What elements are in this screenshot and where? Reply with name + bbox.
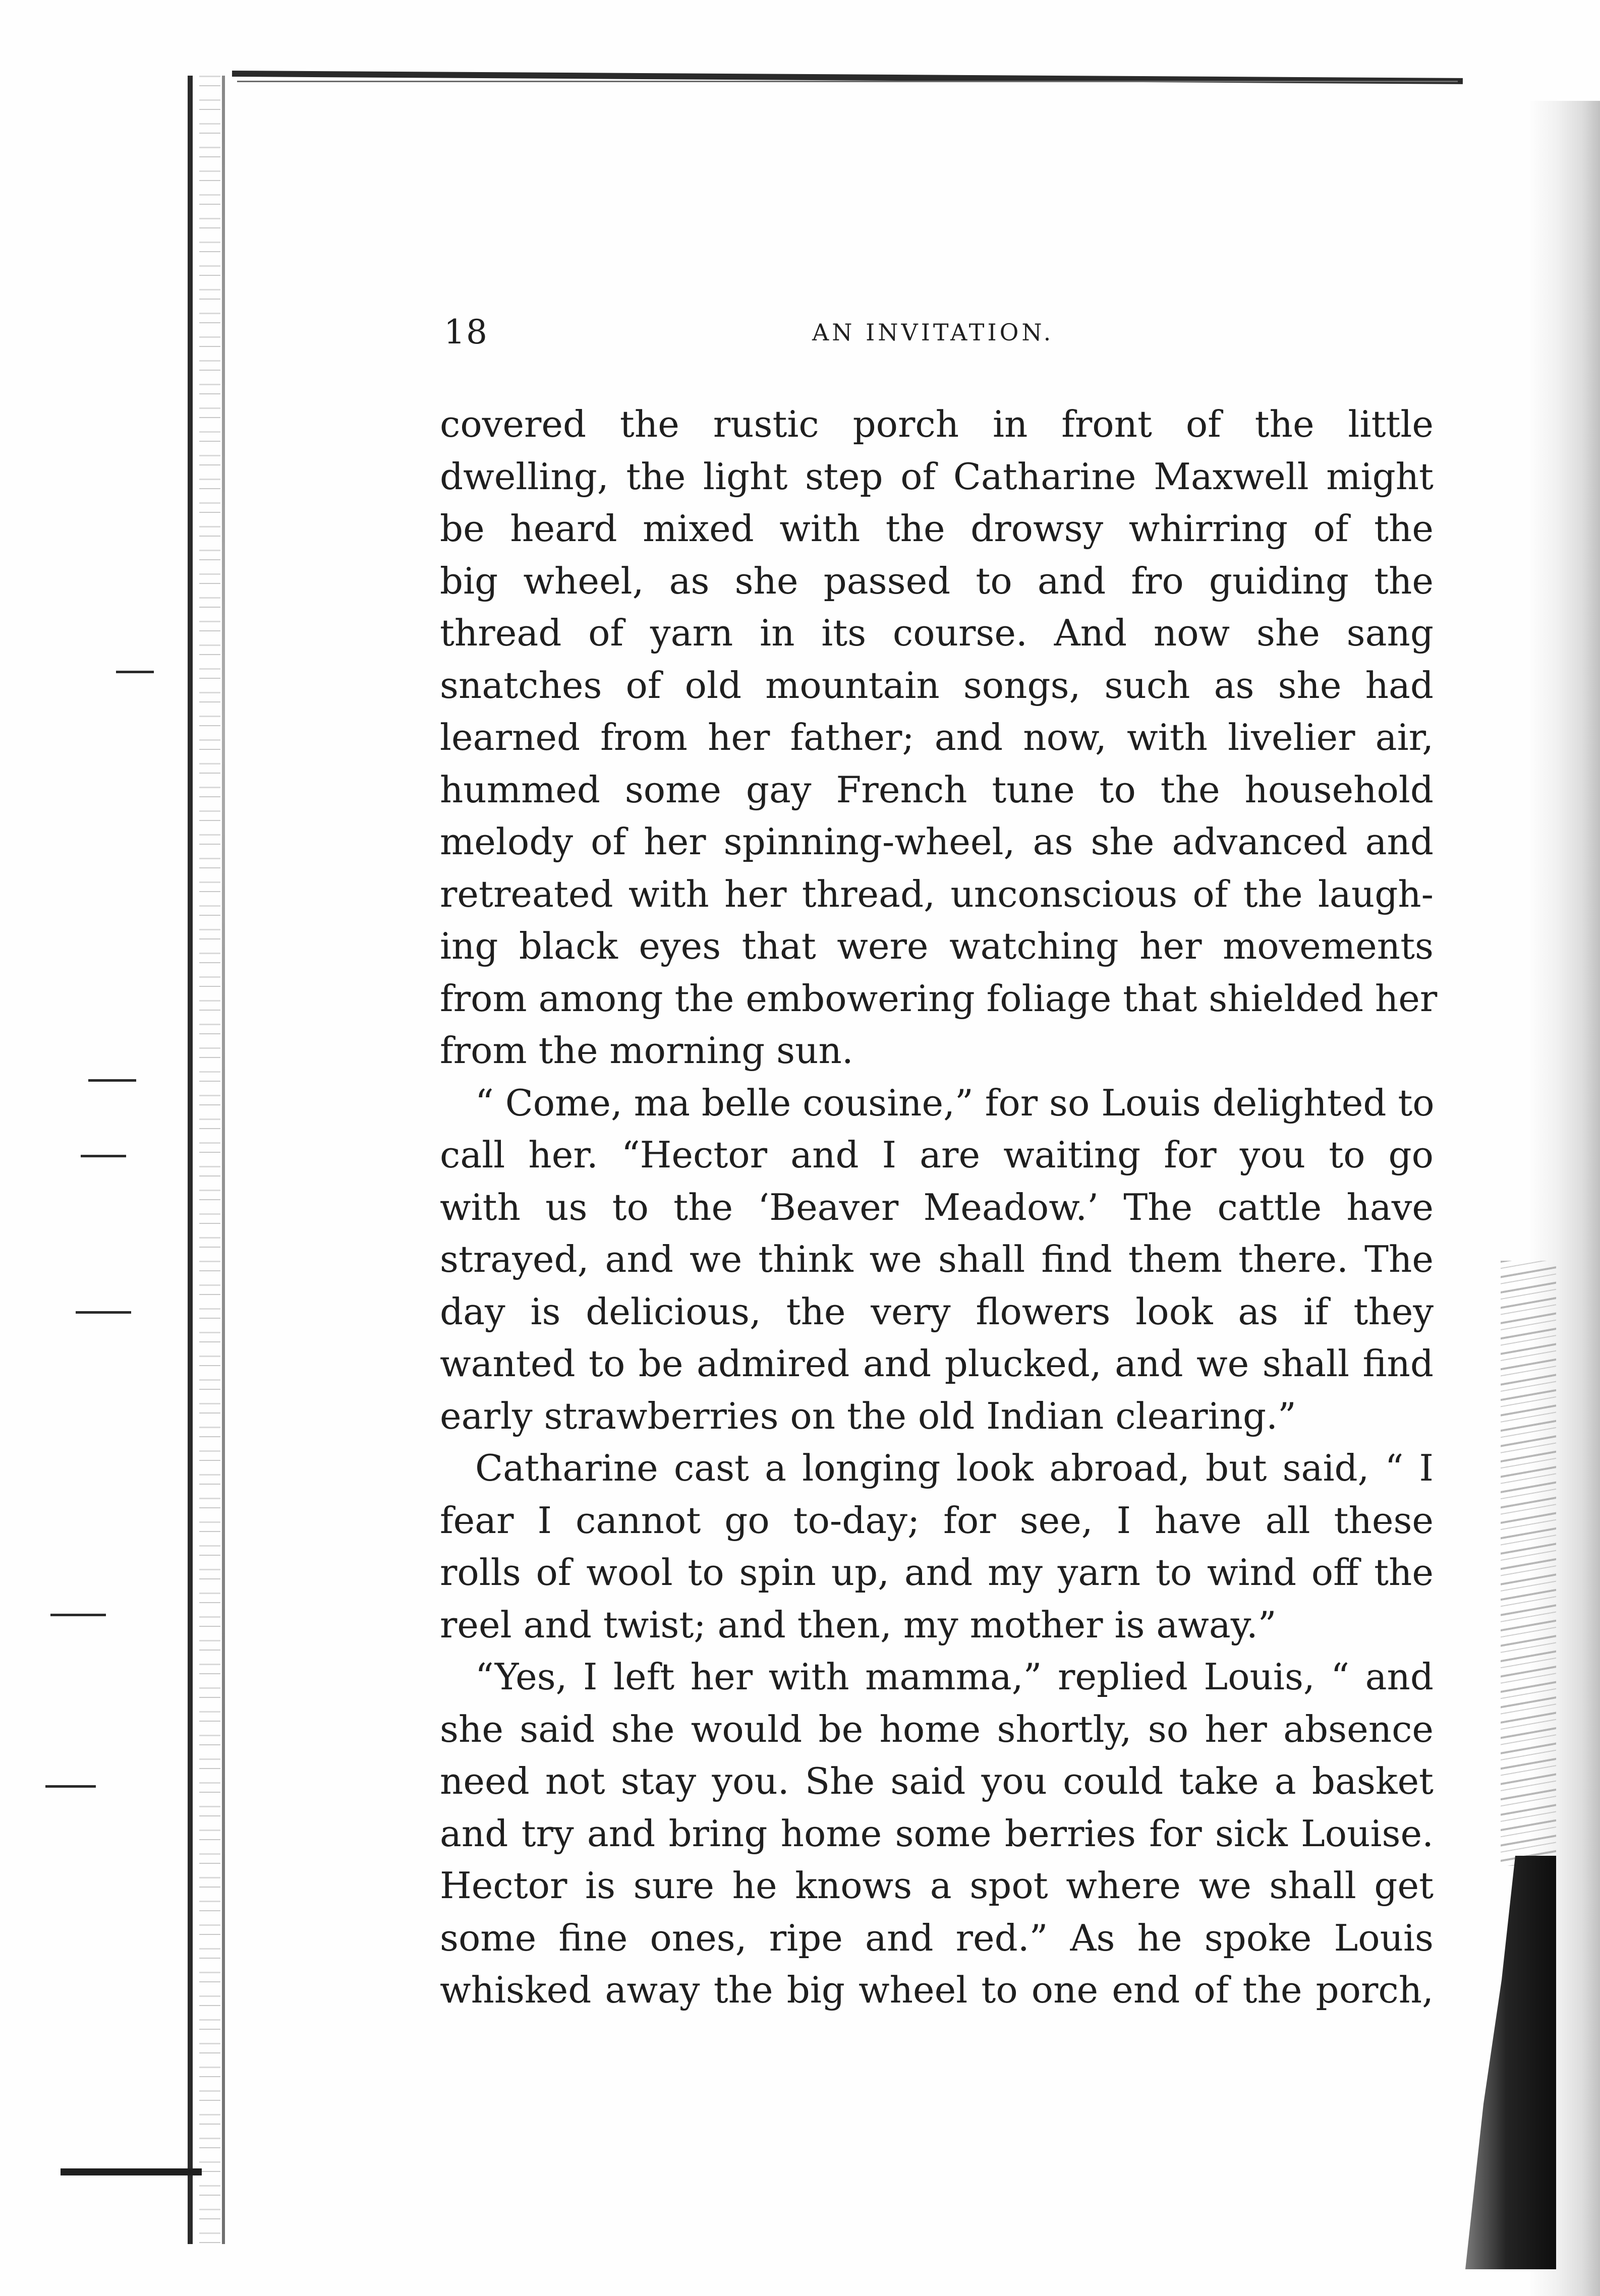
text-line: learned from her father; and now, with livelier air, <box>440 716 1434 758</box>
binding-noise <box>199 76 220 2244</box>
running-head <box>444 313 1453 353</box>
left-binding-edge <box>188 76 193 2244</box>
page-number: 18 <box>444 313 488 351</box>
binding-tick-mark <box>88 1079 136 1082</box>
text-line: Hector is sure he knows a spot where we shall get <box>440 1864 1434 1907</box>
binding-tick-mark <box>50 1614 106 1616</box>
binding-tick-mark <box>45 1785 96 1788</box>
text-line: she said she would be home shortly, so her absence <box>440 1708 1434 1750</box>
text-line: with us to the ‘Beaver Meadow.’ The cattle have <box>440 1186 1434 1228</box>
text-line: from the morning sun. <box>440 1029 853 1072</box>
binding-tick-mark <box>81 1155 126 1157</box>
left-binding-edge-inner <box>222 76 225 2244</box>
bottom-left-binding-bar <box>61 2168 202 2175</box>
text-line: and try and bring home some berries for sick Louise. <box>440 1812 1434 1855</box>
binding-tick-mark <box>116 671 154 673</box>
running-title: AN INVITATION. <box>812 319 1054 346</box>
text-line: snatches of old mountain songs, such as she had <box>440 664 1434 707</box>
text-line: Catharine cast a longing look abroad, but said, “ I <box>475 1447 1434 1489</box>
text-line: fear I cannot go to-day; for see, I have all these <box>440 1499 1434 1542</box>
text-line: melody of her spinning-wheel, as she advanced and <box>440 820 1434 863</box>
text-line: strayed, and we think we shall find them there. The <box>440 1238 1434 1280</box>
binding-tick-mark <box>76 1311 131 1314</box>
text-line: day is delicious, the very flowers look as if they <box>440 1290 1434 1333</box>
text-line: hummed some gay French tune to the household <box>440 768 1434 811</box>
body-text <box>440 398 1438 2017</box>
text-line: early strawberries on the old Indian clearing.” <box>440 1394 1296 1437</box>
text-line: reel and twist; and then, my mother is away.” <box>440 1603 1277 1646</box>
text-line: “Yes, I left her with mamma,” replied Louis, “ and <box>475 1656 1434 1698</box>
text-line: rolls of wool to spin up, and my yarn to wind off the <box>440 1551 1434 1594</box>
text-line: retreated with her thread, unconscious of the laugh- <box>440 872 1434 915</box>
text-line: be heard mixed with the drowsy whirring of the <box>440 507 1434 550</box>
text-line: thread of yarn in its course. And now she sang <box>440 612 1434 654</box>
right-edge-noise <box>1501 1261 1556 1866</box>
text-line: covered the rustic porch in front of the little <box>440 403 1434 445</box>
text-line: from among the embowering foliage that shielded her <box>440 977 1438 1020</box>
text-line: whisked away the big wheel to one end of the porch, <box>440 1969 1434 2011</box>
text-line: “ Come, ma belle cousine,” for so Louis delighted to <box>475 1081 1435 1124</box>
top-border-rule-thin <box>237 81 1458 82</box>
text-line: call her. “Hector and I are waiting for you to go <box>440 1134 1434 1176</box>
text-line: big wheel, as she passed to and fro guiding the <box>440 559 1434 602</box>
text-line: some fine ones, ripe and red.” As he spoke Louis <box>440 1916 1434 1959</box>
text-line: wanted to be admired and plucked, and we shall find <box>440 1342 1434 1385</box>
right-edge-dark-shadow <box>1465 1856 1556 2269</box>
text-line: dwelling, the light step of Catharine Maxwell might <box>440 455 1434 498</box>
text-line: need not stay you. She said you could take a basket <box>440 1760 1434 1802</box>
text-line: ing black eyes that were watching her movements <box>440 925 1434 967</box>
